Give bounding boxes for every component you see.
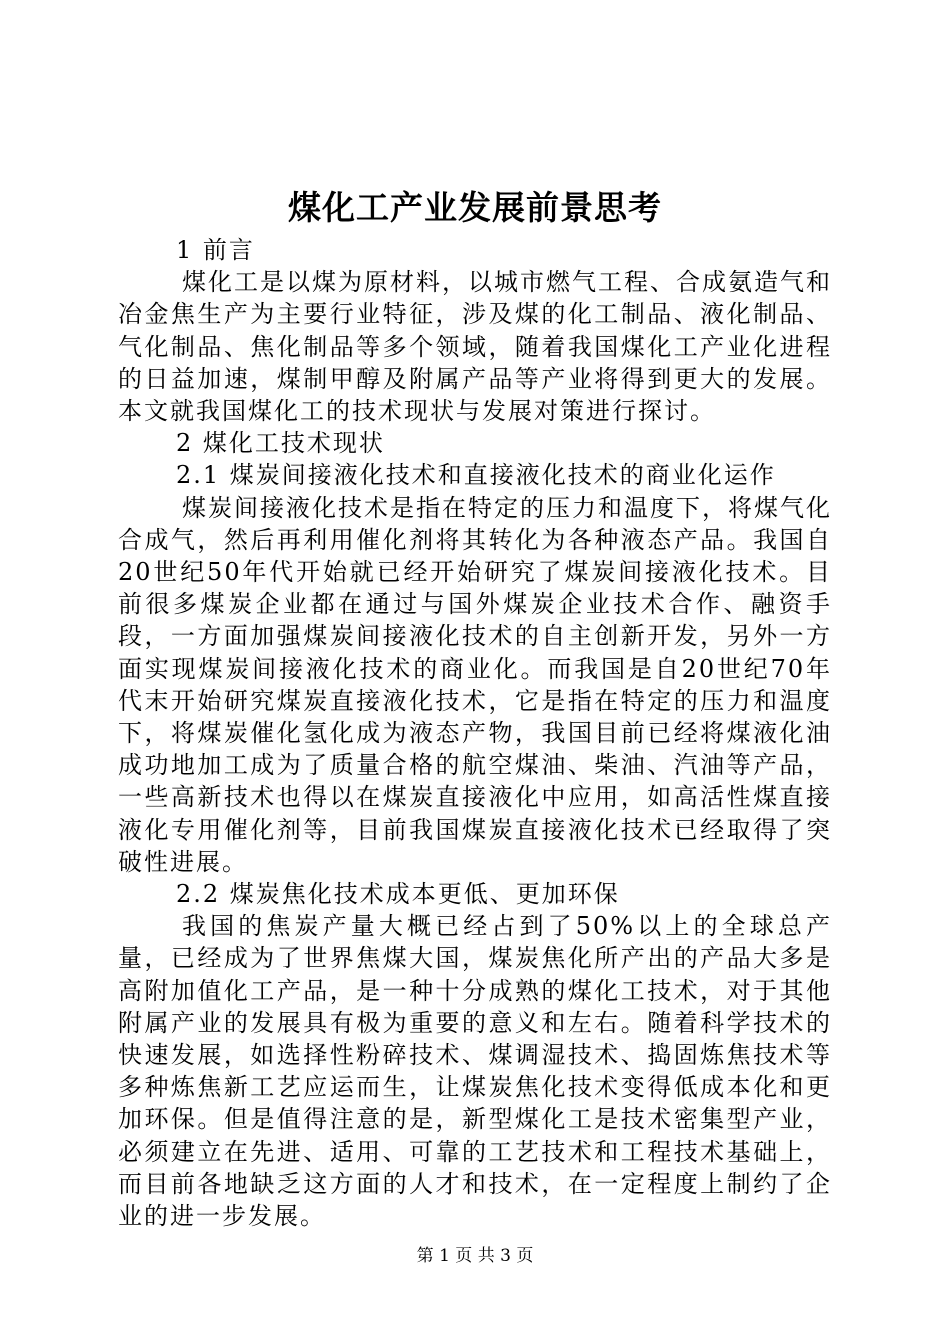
document-title: 煤化工产业发展前景思考 bbox=[288, 188, 662, 227]
section-heading-tech-status: 2 煤化工技术现状 bbox=[176, 429, 385, 458]
paragraph-coking: 我国的焦炭产量大概已经占到了50%以上的全球总产量，已经成为了世界焦煤大国，煤炭焦化所产出的产品大多是高附加值化工产品，是一种十分成熟的煤化工技术，对于其他附属产业的发展具有极为重要的意义和左右。随着科学技术的快速发展，如选择性粉碎技术、煤调湿技术、捣固炼焦技术等多种炼焦新工艺应运而生，让煤炭焦化技术变得低成本化和更加环保。但是值得注意的是，新型煤化工是技术密集型产业，必须建立在先进、适用、可靠的工艺技术和工程技术基础上，而目前各地缺乏这方面的人才和技术，在一定程度上制约了企业的进一步发展。 bbox=[118, 912, 832, 1231]
page-footer: 第 1 页 共 3 页 bbox=[416, 1246, 534, 1266]
section-heading-intro: 1 前言 bbox=[176, 236, 255, 264]
subsection-heading-coking: 2.2 煤炭焦化技术成本更低、更加环保 bbox=[176, 880, 620, 909]
paragraph-intro: 煤化工是以煤为原材料，以城市燃气工程、合成氨造气和冶金焦生产为主要行业特征，涉及煤的化工制品、液化制品、气化制品、焦化制品等多个领域，随着我国煤化工产业化进程的日益加速，煤制甲醇及附属产品等产业将得到更大的发展。本文就我国煤化工的技术现状与发展对策进行探讨。 bbox=[118, 268, 832, 426]
subsection-heading-liquefaction: 2.1 煤炭间接液化技术和直接液化技术的商业化运作 bbox=[176, 461, 776, 490]
paragraph-liquefaction: 煤炭间接液化技术是指在特定的压力和温度下，将煤气化合成气，然后再利用催化剂将其转化为各种液态产品。我国自20世纪50年代开始就已经开始研究了煤炭间接液化技术。目前很多煤炭企业都在通过与国外煤炭企业技术合作、融资手段，一方面加强煤炭间接液化技术的自主创新开发，另外一方面实现煤炭间接液化技术的商业化。而我国是自20世纪70年代末开始研究煤炭直接液化技术，它是指在特定的压力和温度下，将煤炭催化氢化成为液态产物，我国目前已经将煤液化油成功地加工成为了质量合格的航空煤油、柴油、汽油等产品，一些高新技术也得以在煤炭直接液化中应用，如高活性煤直接液化专用催化剂等，目前我国煤炭直接液化技术已经取得了突破性进展。 bbox=[118, 493, 832, 876]
document-body bbox=[118, 234, 832, 1232]
